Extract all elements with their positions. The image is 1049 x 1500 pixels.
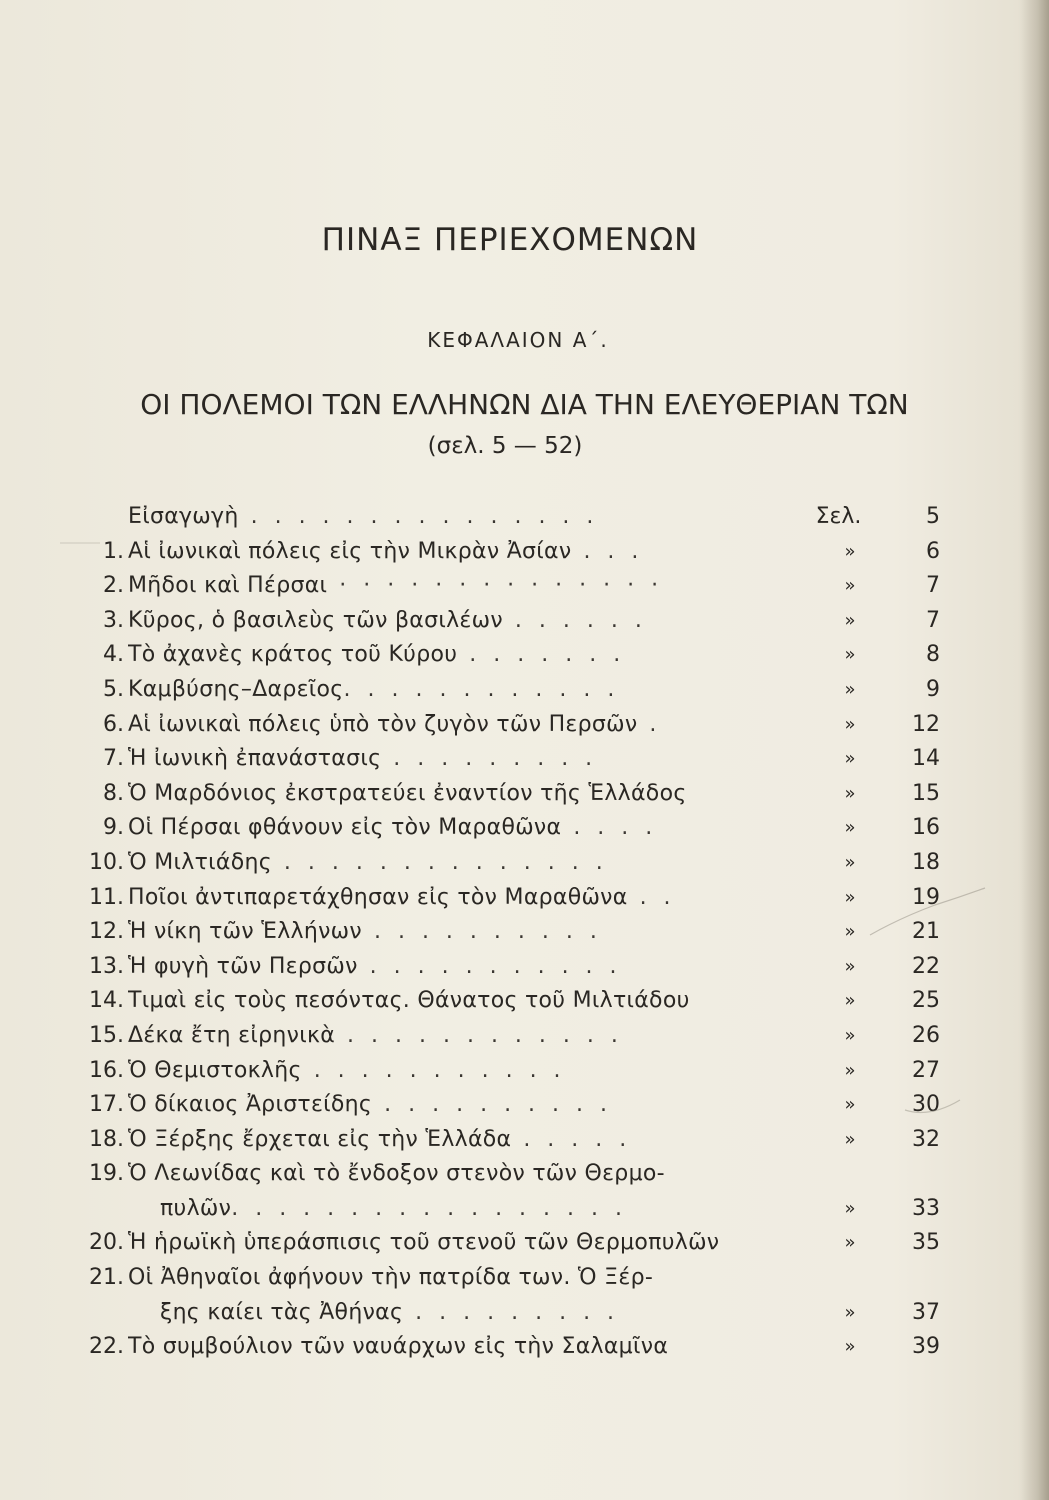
toc-page-marker: » — [844, 1128, 856, 1150]
toc-entry-text: Ἡ ἰωνικὴ ἐπανάστασις — [128, 746, 382, 772]
toc-page-number: 14 — [912, 746, 940, 772]
toc-entry-title — [128, 950, 883, 985]
toc-entry-title — [128, 708, 883, 743]
toc-page-number: 32 — [912, 1126, 940, 1152]
toc-entry-title — [128, 673, 883, 708]
toc-entry-title — [128, 1261, 883, 1296]
toc-entry-text: Αἱ ἰωνικαὶ πόλεις ὑπὸ τὸν ζυγὸν τῶν Περσῶν — [128, 711, 638, 737]
toc-page-number: 19 — [912, 884, 940, 910]
toc-entry-title — [128, 535, 883, 570]
toc-entry-title — [160, 1296, 883, 1331]
page-edge-shadow — [1021, 0, 1049, 1500]
toc-page-marker: » — [844, 1336, 856, 1358]
toc-entry-number: 14. — [89, 988, 124, 1014]
toc-entry-text: Οἱ Πέρσαι φθάνουν εἰς τὸν Μαραθῶνα — [128, 815, 562, 841]
toc-leader-dots: . . . . . . . . . . — [372, 1092, 613, 1118]
toc-leader-dots: . . . . . . . . . . . . — [343, 676, 620, 702]
table-of-contents — [80, 500, 950, 1365]
toc-page-marker: Σελ. — [815, 504, 862, 529]
toc-entry-number: 7. — [103, 746, 124, 772]
toc-entry-number: 5. — [103, 676, 124, 702]
toc-entry — [80, 535, 950, 570]
toc-entry-title — [128, 1157, 883, 1192]
toc-page-marker: » — [844, 748, 856, 770]
toc-entry — [80, 500, 950, 535]
toc-entry-number: 21. — [89, 1265, 124, 1291]
toc-leader-dots: . . . . . . . . . . . . . . — [271, 849, 608, 875]
toc-page-marker: » — [844, 713, 856, 735]
toc-entry-text: Τιμαὶ εἰς τοὺς πεσόντας. Θάνατος τοῦ Μιλτιάδου — [128, 988, 690, 1014]
page-title: ΠΙΝΑΞ ΠΕΡΙΕΧΟΜΕΝΩΝ — [321, 222, 699, 258]
toc-leader-dots: · · · · · · · · · · · · · · — [327, 573, 664, 599]
toc-page-number: 33 — [912, 1195, 940, 1221]
toc-entry-text: Ὁ δίκαιος Ἀριστείδης — [128, 1092, 373, 1118]
toc-entry-text: Δέκα ἔτη εἰρηνικὰ — [128, 1022, 336, 1048]
toc-entry-number: 18. — [89, 1126, 124, 1152]
toc-page-marker: » — [844, 990, 856, 1012]
toc-entry — [80, 742, 950, 777]
toc-leader-dots: . . . . . . . . . . — [361, 919, 602, 945]
toc-leader-dots: . . . . . . . . . . . — [301, 1057, 566, 1083]
toc-entry-title — [128, 777, 883, 812]
toc-page-number: 22 — [912, 953, 940, 979]
toc-leader-dots: . . . . . — [511, 1126, 632, 1152]
page-range: (σελ. 5 — 52) — [427, 433, 583, 459]
toc-page-number: 25 — [912, 988, 940, 1014]
toc-page-number: 16 — [912, 815, 940, 841]
toc-entry-title — [160, 1192, 883, 1227]
toc-entry-text: Μῆδοι καὶ Πέρσαι — [128, 573, 328, 599]
toc-entry — [80, 950, 950, 985]
toc-entry — [80, 777, 950, 812]
toc-entry-text: Ὁ Μαρδόνιος ἐκστρατεύει ἐναντίον τῆς Ἑλλάδος — [128, 780, 687, 806]
toc-entry — [80, 638, 950, 673]
toc-page-number: 12 — [912, 711, 940, 737]
toc-leader-dots: . . . . . . . . . . . — [357, 953, 622, 979]
toc-leader-dots: . . . . . . . . . — [403, 1299, 620, 1325]
toc-entry-title — [128, 638, 883, 673]
toc-entry-text: Ἡ νίκη τῶν Ἑλλήνων — [128, 919, 362, 945]
toc-entry-title — [128, 811, 883, 846]
toc-entry — [80, 604, 950, 639]
toc-page-marker: » — [844, 1301, 856, 1323]
toc-entry-number: 12. — [89, 919, 124, 945]
toc-leader-dots: . . . . — [561, 815, 658, 841]
toc-page-marker: » — [844, 1094, 856, 1116]
toc-page-marker: » — [844, 921, 856, 943]
toc-page-marker: » — [844, 540, 856, 562]
toc-entry — [80, 811, 950, 846]
toc-entry-number: 10. — [89, 849, 124, 875]
toc-page-number: 9 — [926, 676, 940, 702]
toc-leader-dots: . . . — [571, 538, 644, 564]
toc-entry-title — [128, 1226, 883, 1261]
toc-leader-dots: . . . . . . . . . . . . . . . — [238, 504, 599, 529]
toc-entry-text: Ὁ Λεωνίδας καὶ τὸ ἔνδοξον στενὸν τῶν Θερμο- — [128, 1161, 665, 1187]
toc-page-number: 18 — [912, 849, 940, 875]
toc-entry-title — [128, 569, 883, 604]
toc-entry-title — [128, 881, 883, 916]
toc-entry-text: Καμβύσης–Δαρεῖος — [128, 676, 344, 702]
toc-entry — [80, 915, 950, 950]
toc-page-number: 26 — [912, 1022, 940, 1048]
toc-entry-title — [128, 846, 883, 881]
toc-page-number: 6 — [926, 538, 940, 564]
toc-page-marker: » — [844, 1059, 856, 1081]
toc-page-marker: » — [844, 1197, 856, 1219]
toc-page-marker: » — [844, 1024, 856, 1046]
toc-entry-number: 15. — [89, 1022, 124, 1048]
toc-entry — [80, 1019, 950, 1054]
toc-entry-text: Αἱ ἰωνικαὶ πόλεις εἰς τὴν Μικρὰν Ἀσίαν — [128, 538, 572, 564]
toc-entry-text: πυλῶν — [160, 1195, 232, 1221]
toc-entry-title — [128, 500, 883, 535]
toc-entry-text: Ὁ Ξέρξης ἔρχεται εἰς τὴν Ἑλλάδα — [128, 1126, 512, 1152]
toc-page-marker: » — [844, 678, 856, 700]
toc-entry — [80, 881, 950, 916]
toc-page-marker: » — [844, 782, 856, 804]
toc-entry — [80, 1123, 950, 1158]
toc-page-marker: » — [844, 609, 856, 631]
toc-page-number: 21 — [912, 919, 940, 945]
toc-entry-title — [128, 742, 883, 777]
toc-entry-title — [128, 1054, 883, 1089]
toc-page-number: 39 — [912, 1334, 940, 1360]
toc-entry — [80, 1226, 950, 1261]
toc-page-number: 27 — [912, 1057, 940, 1083]
toc-page-number: 7 — [926, 607, 940, 633]
toc-entry-number: 22. — [89, 1334, 124, 1360]
toc-entry-text: Ὁ Μιλτιάδης — [128, 849, 272, 875]
toc-entry-number: 1. — [103, 538, 124, 564]
toc-leader-dots: . . — [627, 884, 676, 910]
chapter-heading: ΚΕΦΑΛΑΙΟΝ Α΄. — [427, 328, 609, 352]
toc-entry-number: 13. — [89, 953, 124, 979]
toc-entry-title — [128, 604, 883, 639]
toc-entry — [80, 1330, 950, 1365]
toc-page-marker: » — [844, 817, 856, 839]
toc-entry-text: ξης καίει τὰς Ἀθήνας — [160, 1299, 404, 1325]
toc-page-number: 5 — [926, 504, 940, 529]
toc-leader-dots: . . . . . . . . . — [381, 746, 598, 772]
toc-entry-text: Κῦρος, ὁ βασιλεὺς τῶν βασιλέων — [128, 607, 503, 633]
toc-entry — [80, 1296, 950, 1331]
toc-entry-text: Ποῖοι ἀντιπαρετάχθησαν εἰς τὸν Μαραθῶνα — [128, 884, 628, 910]
toc-entry-number: 4. — [103, 642, 124, 668]
toc-entry-title — [128, 1330, 883, 1365]
toc-entry — [80, 569, 950, 604]
toc-entry-text: Τὸ ἀχανὲς κράτος τοῦ Κύρου — [128, 642, 458, 668]
toc-entry — [80, 673, 950, 708]
toc-entry — [80, 1088, 950, 1123]
toc-entry — [80, 1054, 950, 1089]
toc-entry-number: 8. — [103, 780, 124, 806]
toc-entry-title — [128, 1123, 883, 1158]
toc-entry-number: 2. — [103, 573, 124, 599]
toc-page-number: 8 — [926, 642, 940, 668]
toc-entry-number: 16. — [89, 1057, 124, 1083]
toc-entry-number: 19. — [89, 1161, 124, 1187]
toc-entry — [80, 846, 950, 881]
toc-entry — [80, 984, 950, 1019]
toc-entry — [80, 708, 950, 743]
toc-page-number: 7 — [926, 573, 940, 599]
toc-page-marker: » — [844, 644, 856, 666]
toc-page-number: 35 — [912, 1230, 940, 1256]
toc-entry-number: 3. — [103, 607, 124, 633]
toc-leader-dots: . . . . . . . — [457, 642, 626, 668]
toc-leader-dots: . — [637, 711, 662, 737]
toc-entry-text: Ἡ φυγὴ τῶν Περσῶν — [128, 953, 358, 979]
toc-entry-text: Ἡ ἡρωϊκὴ ὑπεράσπισις τοῦ στενοῦ τῶν Θερμοπυλῶν — [128, 1230, 720, 1256]
toc-leader-dots: . . . . . . . . . . . . — [335, 1022, 623, 1048]
toc-entry-number: 17. — [89, 1092, 124, 1118]
toc-entry-title — [128, 984, 883, 1019]
toc-entry — [80, 1261, 950, 1296]
toc-entry — [80, 1192, 950, 1227]
toc-page-marker: » — [844, 886, 856, 908]
chapter-subtitle: ΟΙ ΠΟΛΕΜΟΙ ΤΩΝ ΕΛΛΗΝΩΝ ΔΙΑ ΤΗΝ ΕΛΕΥΘΕΡΙΑΝ ΤΩΝ — [140, 388, 909, 421]
toc-entry-title — [128, 1088, 883, 1123]
toc-leader-dots: . . . . . . . . . . . . . . . . . — [231, 1195, 627, 1221]
toc-page-marker: » — [844, 955, 856, 977]
toc-entry-number: 11. — [89, 884, 124, 910]
toc-entry-text: Ὁ Θεμιστοκλῆς — [128, 1057, 302, 1083]
toc-page-marker: » — [844, 851, 856, 873]
toc-entry-number: 9. — [103, 815, 124, 841]
toc-page-number: 37 — [912, 1299, 940, 1325]
toc-entry-text: Εἰσαγωγὴ — [128, 504, 239, 529]
toc-page-marker: » — [844, 1232, 856, 1254]
toc-entry-number: 20. — [89, 1230, 124, 1256]
toc-entry-text: Οἱ Ἀθηναῖοι ἀφήνουν τὴν πατρίδα των. Ὁ Ξέρ- — [128, 1265, 654, 1291]
toc-page-marker: » — [844, 575, 856, 597]
toc-entry-text: Τὸ συμβούλιον τῶν ναυάρχων εἰς τὴν Σαλαμῖνα — [128, 1334, 669, 1360]
toc-leader-dots: . . . . . . — [502, 607, 647, 633]
toc-entry-title — [128, 915, 883, 950]
toc-page-number: 15 — [912, 780, 940, 806]
toc-entry-number: 6. — [103, 711, 124, 737]
toc-entry — [80, 1157, 950, 1192]
toc-entry-title — [128, 1019, 883, 1054]
toc-page-number: 30 — [912, 1092, 940, 1118]
